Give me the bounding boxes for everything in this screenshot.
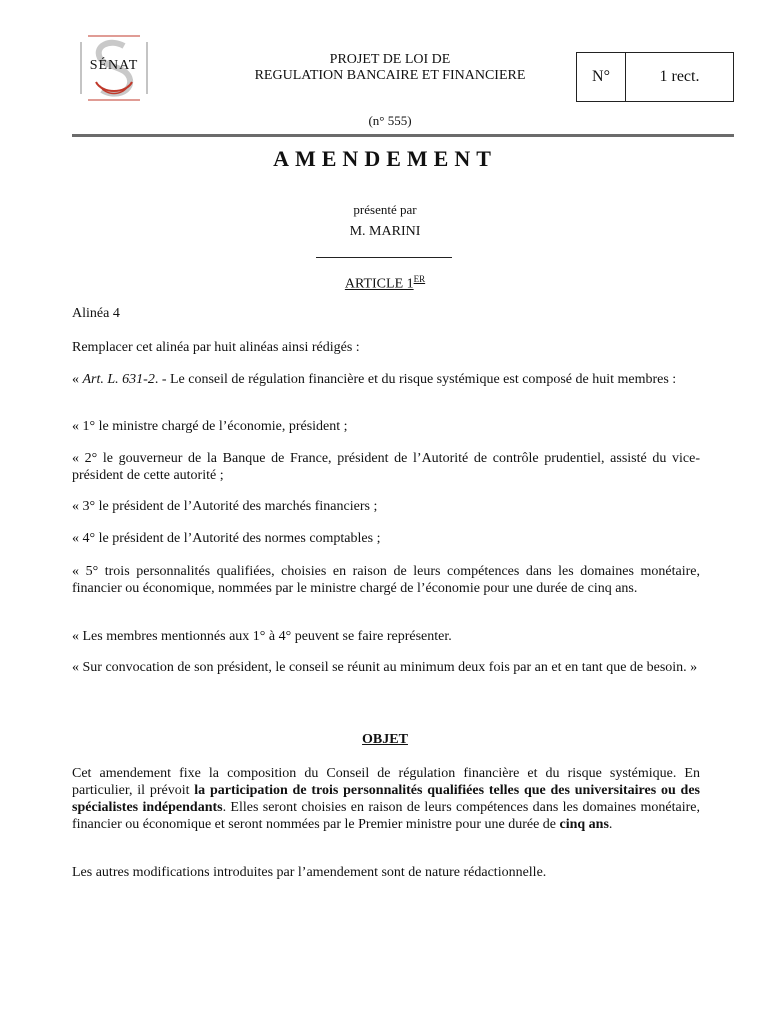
article-reference: Art. L. 631-2 — [82, 372, 155, 387]
paragraph-7: « Sur convocation de son président, le conseil se réunit au minimum deux fois par an et en tant que de besoin. » — [72, 660, 698, 675]
paragraph-5: « 5° trois personnalités qualifiées, choisies en raison de leurs compétences dans les domaines monétaire, financier ou économique, nommées par le ministre chargé de l’économie pour une durée de cinq ans. — [72, 564, 700, 596]
paragraph-3: « 3° le président de l’Autorité des marchés financiers ; — [72, 499, 378, 514]
document-title: AMENDEMENT — [273, 146, 497, 171]
paragraph-art — [72, 371, 700, 388]
paragraph-4: « 4° le président de l’Autorité des normes comptables ; — [72, 531, 381, 546]
bill-title-line1: PROJET DE LOI DE — [329, 52, 451, 67]
senat-logo — [80, 34, 148, 102]
quote-open: « — [72, 372, 83, 387]
bill-title — [200, 52, 580, 84]
objet-bold-b: la participation de trois personnalités qualifiées telles que des universitaires ou des spécialistes indépendants — [72, 783, 700, 815]
paragraph-2: « 2° le gouverneur de la Banque de France, président de l’Autorité de contrôle prudentiel, assisté du vice-président de cette autorité ; — [72, 451, 700, 483]
objet-bold-d: cinq ans — [559, 817, 609, 832]
objet-text-a: Cet amendement fixe la composition du Conseil de régulation financière et du risque systémique. En particulier, il prévoit — [72, 766, 700, 798]
bill-title-line2: REGULATION BANCAIRE ET FINANCIERE — [254, 68, 526, 83]
paragraph-1: « 1° le ministre chargé de l’économie, président ; — [72, 419, 348, 434]
objet-heading: OBJET — [362, 732, 408, 747]
article-label: ARTICLE 1 — [344, 276, 414, 292]
bill-number: (n° 555) — [368, 113, 412, 128]
article-heading — [0, 274, 770, 293]
replace-instruction: Remplacer cet alinéa par huit alinéas ainsi rédigés : — [72, 340, 360, 355]
article-sup: ER — [413, 274, 426, 284]
header-divider — [72, 134, 734, 137]
author: M. MARINI — [349, 224, 421, 239]
objet-text-e: . — [608, 817, 613, 832]
presented-by: présenté par — [353, 202, 417, 217]
amendment-number-box — [576, 52, 734, 102]
number-value: 1 rect. — [659, 68, 700, 85]
alinea-ref: Alinéa 4 — [72, 306, 120, 321]
objet-text-c: . Elles seront choisies en raison de leurs compétences dans les domaines monétaire, financier ou économique et seront nommées par le Premier ministre pour une durée de — [72, 800, 700, 832]
objet-paragraph-1 — [72, 765, 700, 833]
paragraph-art-text: . - Le conseil de régulation financière et du risque systémique est composé de huit membres : — [154, 372, 677, 387]
number-label: N° — [577, 53, 626, 101]
logo-text: SÉNAT — [89, 58, 139, 73]
paragraph-6: « Les membres mentionnés aux 1° à 4° peuvent se faire représenter. — [72, 629, 452, 644]
author-divider — [316, 257, 452, 258]
objet-paragraph-2: Les autres modifications introduites par l’amendement sont de nature rédactionnelle. — [72, 865, 547, 880]
